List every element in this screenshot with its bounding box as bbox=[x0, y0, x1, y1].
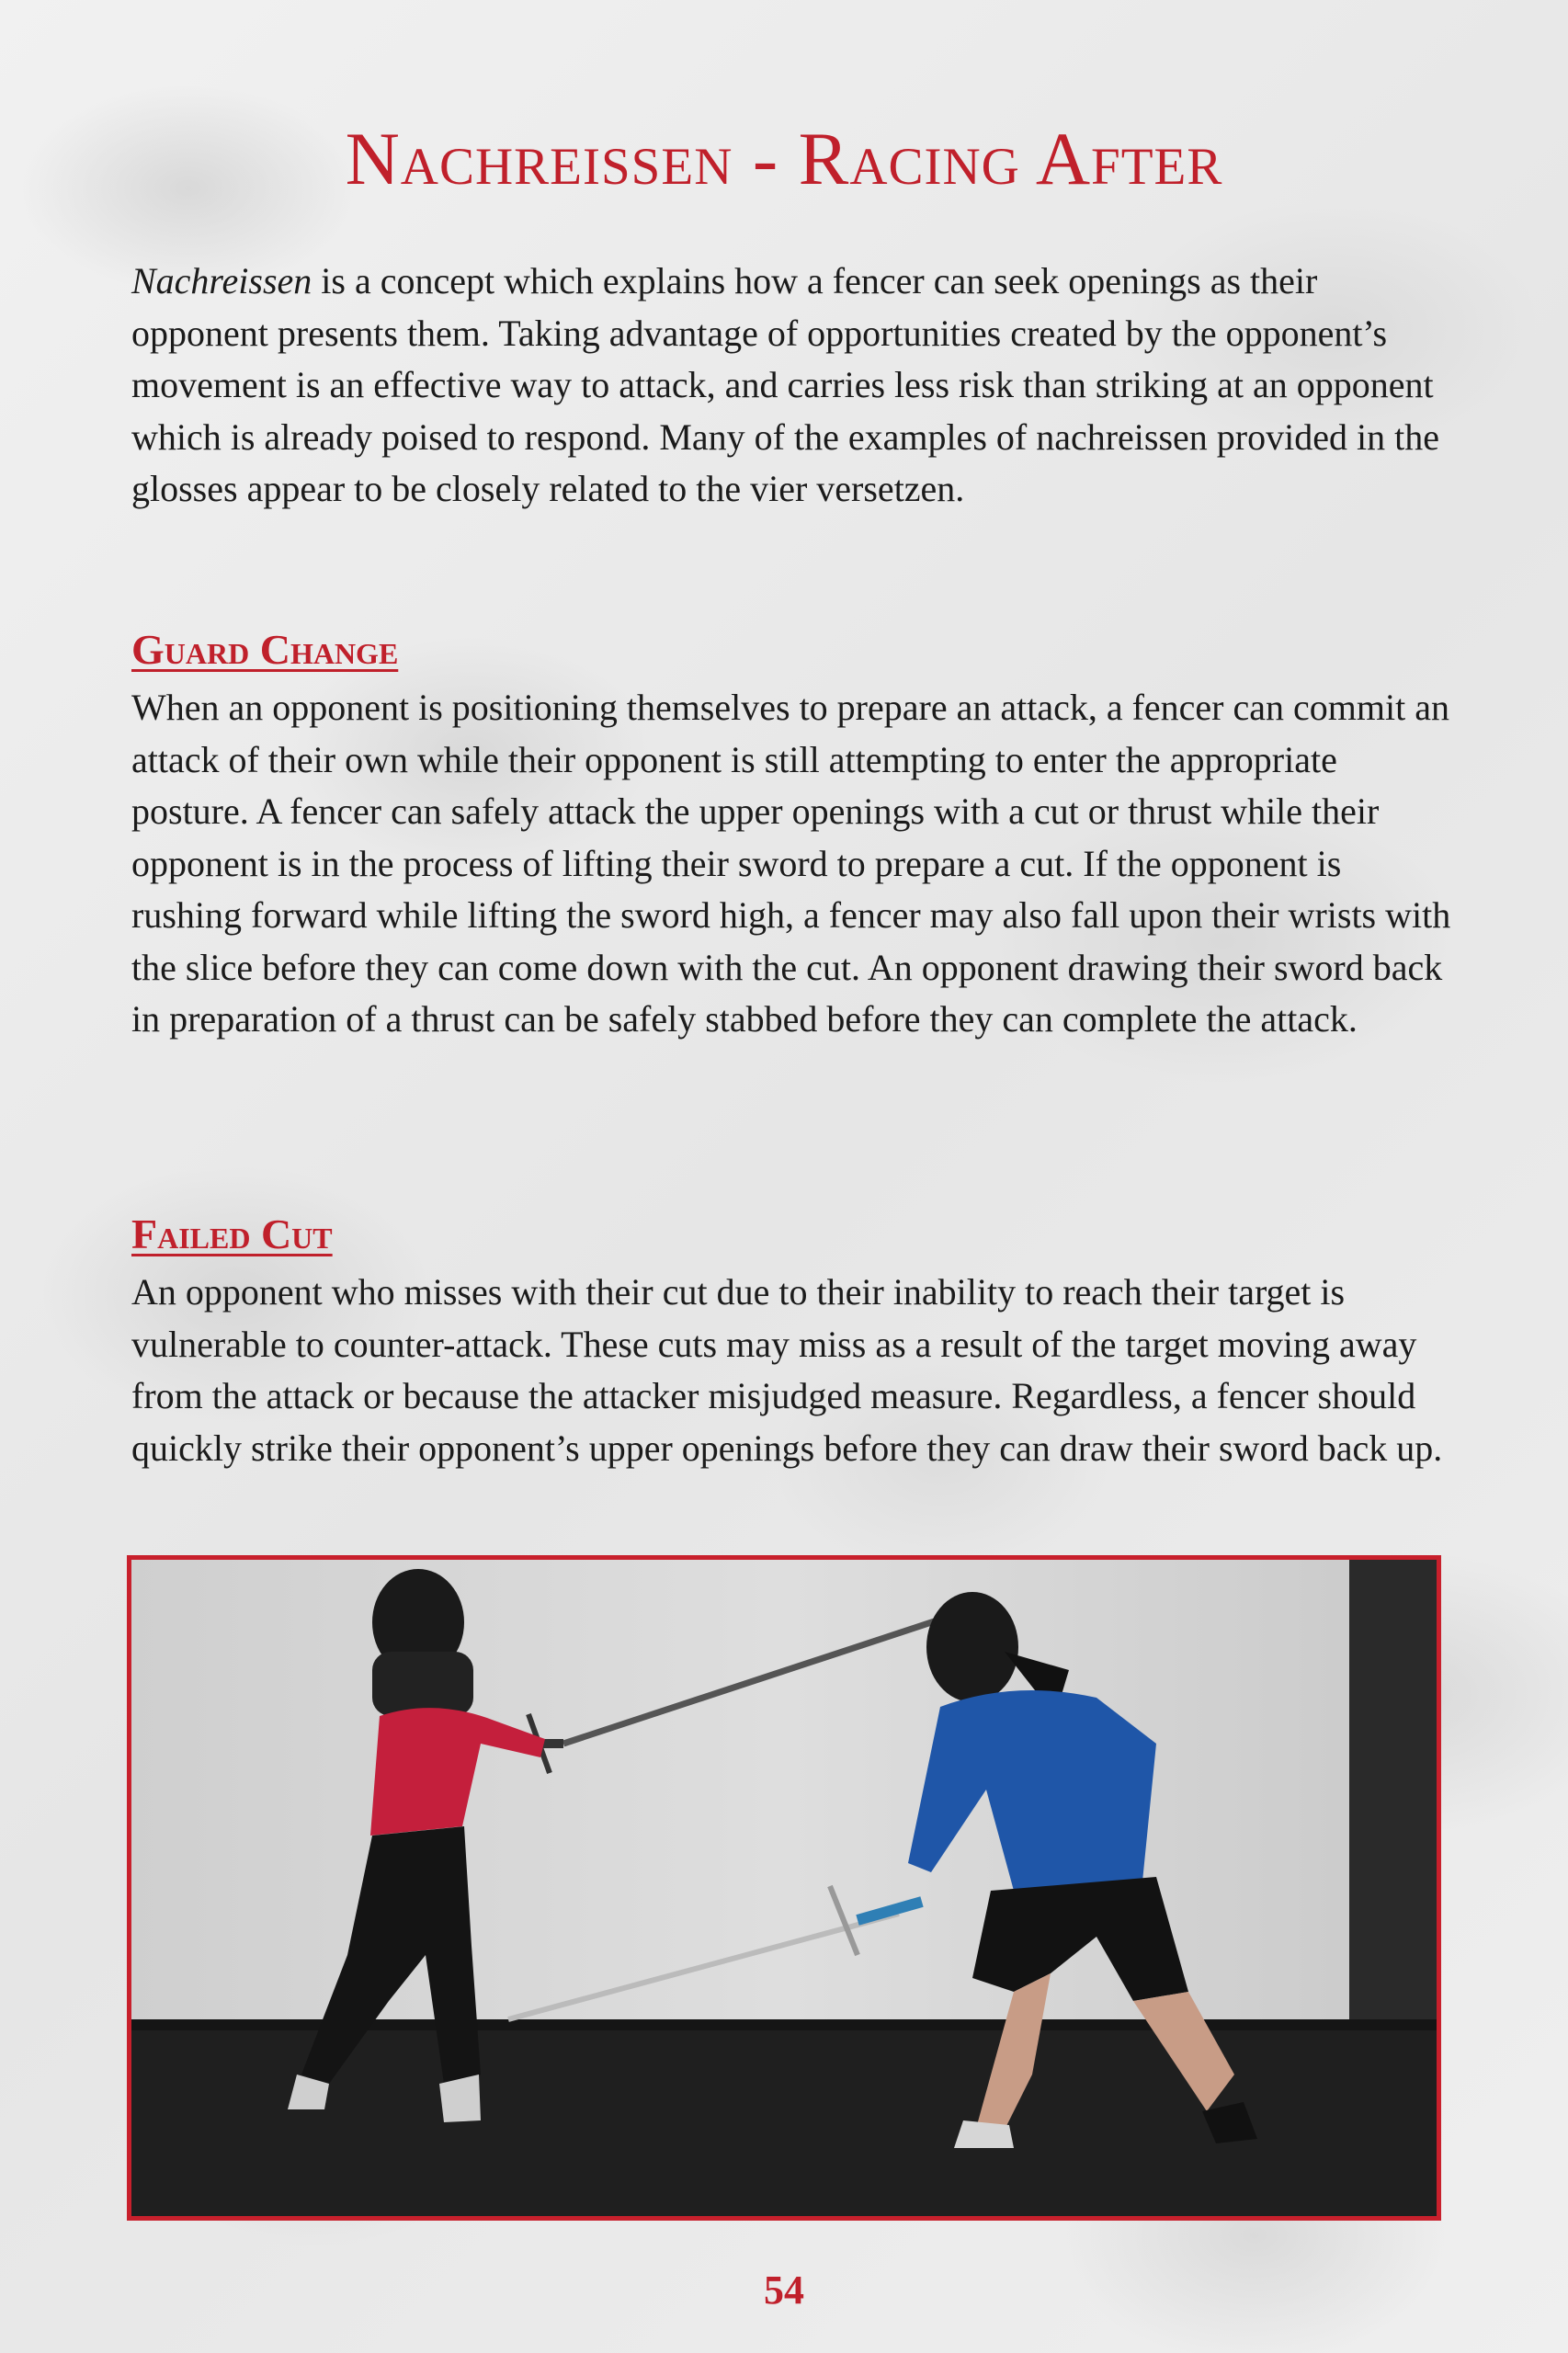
intro-term: Nachreissen bbox=[131, 260, 312, 301]
section-body-guard-change: When an opponent is positioning themselves to prepare an attack, a fencer can commit an attack of their own while their opponent is still attempting to enter the appropriate posture. A fencer can safely attack the upper openings with a cut or thrust while their opponent is in the process of lifting their sword to prepare a cut. If the opponent is rushing forward while lifting the sword high, a fencer may also fall upon their wrists with the slice before they can come down with the cut. An opponent drawing their sword back in preparation of a thrust can be safely stabbed before they can complete the attack. bbox=[131, 687, 1451, 1040]
fencing-photo bbox=[127, 1555, 1441, 2221]
section-heading-failed-cut: Failed Cut bbox=[131, 1211, 333, 1257]
intro-text: is a concept which explains how a fencer can seek openings as their opponent presents them. Taking advantage of opportunities created by the opponent’s movement is an effective way to attack, and carries less risk than striking at an opponent which is already poised to respond. Many of the examples of nachreissen provided in the glosses appear to be closely related to the vier versetzen. bbox=[131, 260, 1439, 509]
section-heading-guard-change: Guard Change bbox=[131, 626, 399, 673]
intro-paragraph bbox=[131, 256, 1455, 516]
page-number: 54 bbox=[764, 2268, 804, 2313]
fencing-photo-illustration bbox=[131, 1560, 1437, 2216]
section-body-failed-cut: An opponent who misses with their cut due to their inability to reach their target is vulnerable to counter-attack. These cuts may miss as a result of the target moving away from the attack or because the attacker misjudged measure. Regardless, a fencer should quickly strike their opponent’s upper openings before they can draw their sword back up. bbox=[131, 1271, 1443, 1469]
page-title: Nachreissen - Racing After bbox=[345, 117, 1223, 200]
